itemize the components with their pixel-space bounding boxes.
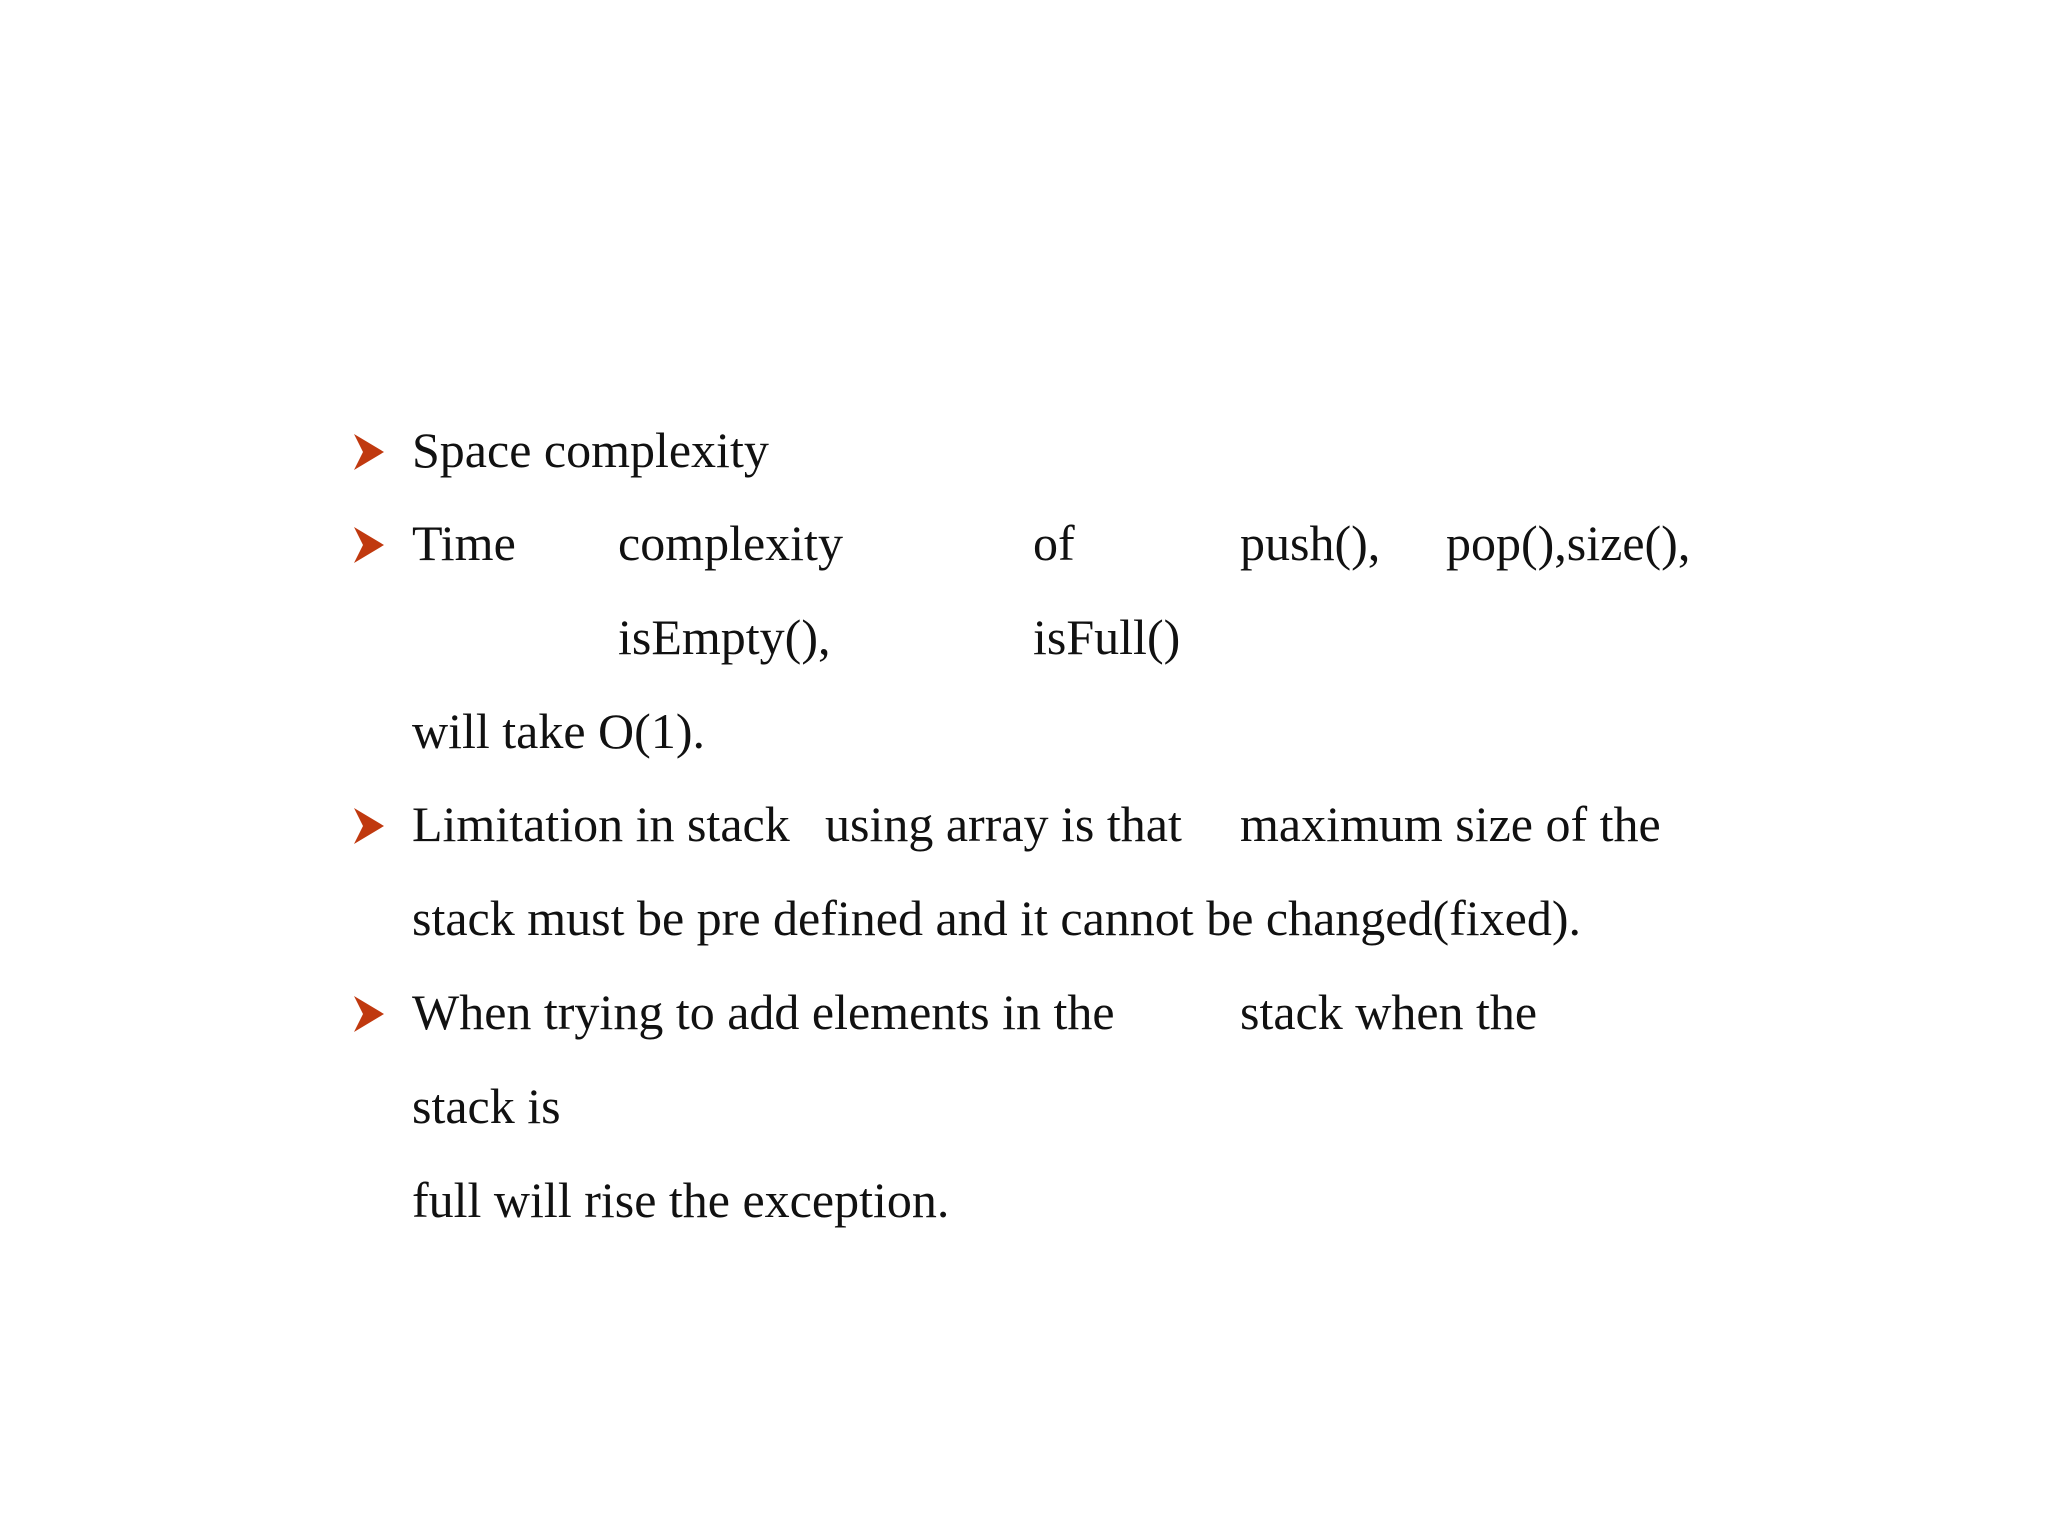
bullet-4-segment-2: stack when the [1240,984,1538,1040]
bullet-2-word-isempty: isEmpty(), [618,609,831,665]
bullet-2-word-push: push(), [1240,515,1381,571]
bullet-2-word-isfull: isFull() [1033,609,1181,665]
bullet-4-line-2: stack is [412,1078,561,1134]
bullet-4-segment-1: When trying to add elements in the [412,984,1115,1040]
bullet-2-word-pop-size: pop(),size(), [1446,515,1691,571]
bullet-4-line-3: full will rise the exception. [412,1172,950,1228]
bullet-arrow-icon [352,525,386,565]
bullet-1-text: Space complexity [412,422,769,478]
bullet-3-segment-2: using array is that [825,796,1182,852]
bullet-3-line-2: stack must be pre defined and it cannot be changed(fixed). [412,890,1581,946]
bullet-arrow-icon [352,994,386,1034]
bullet-3-segment-3: maximum size of the [1240,796,1661,852]
bullet-2-word-time: Time [412,515,516,571]
bullet-2-word-complexity: complexity [618,515,843,571]
bullet-arrow-icon [352,806,386,846]
bullet-arrow-icon [352,432,386,472]
bullet-2-line-3: will take O(1). [412,703,705,759]
bullet-2-word-of: of [1033,515,1075,571]
bullet-3-segment-1: Limitation in stack [412,796,790,852]
